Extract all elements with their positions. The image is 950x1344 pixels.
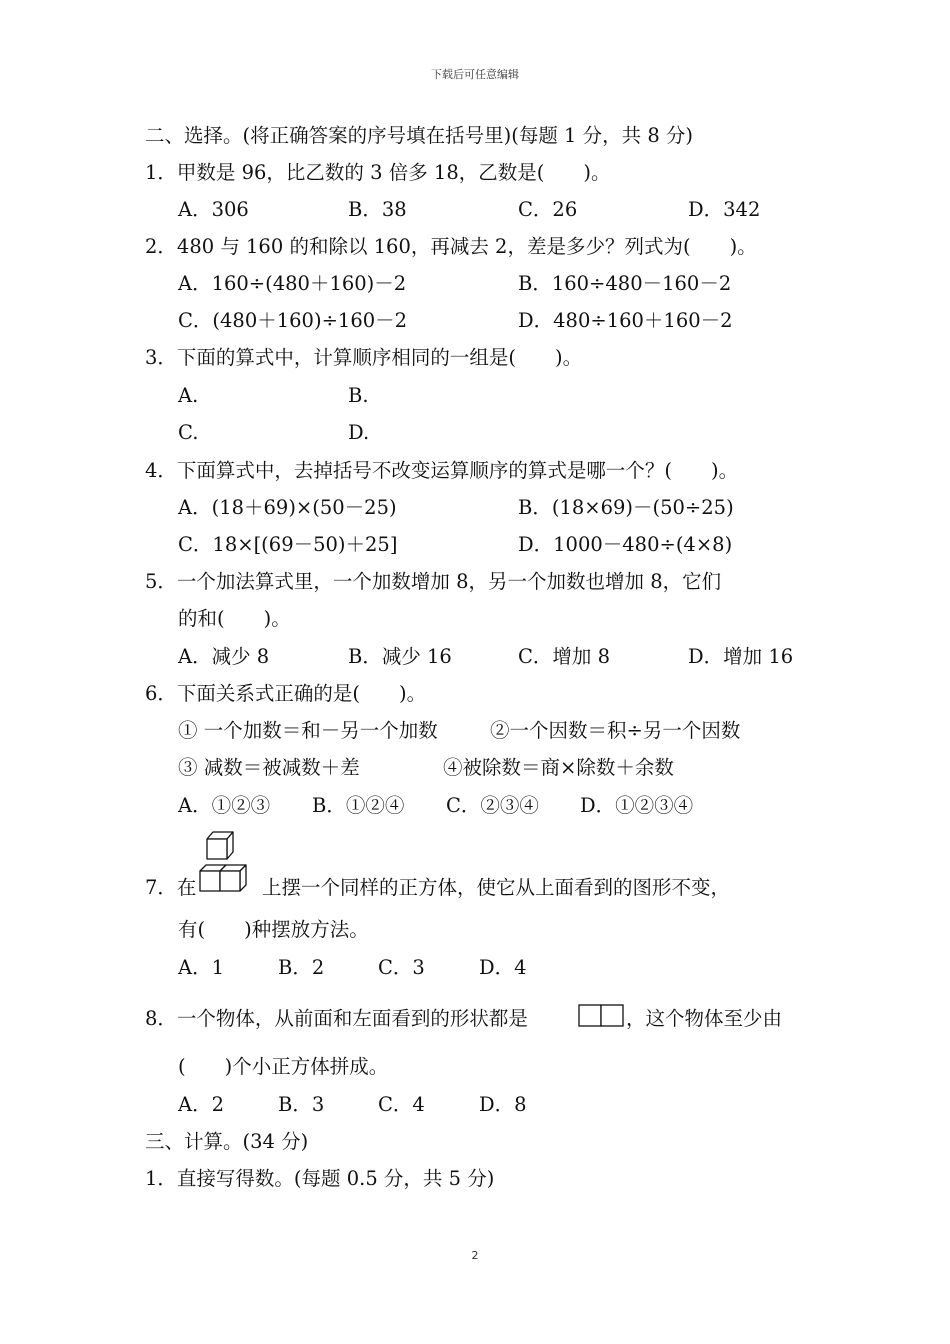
- q1-option-d: D．342: [688, 198, 761, 221]
- q4-option-d: D．1000－480÷(4×8): [518, 533, 733, 556]
- question-1-stem: 1．甲数是 96，比乙数的 3 倍多 18，乙数是( )。: [145, 161, 611, 184]
- q6-statement-3: ③ 减数＝被减数＋差: [178, 756, 360, 779]
- q4-option-c: C．18×[(69－50)＋25]: [178, 533, 398, 556]
- question-3-stem: 3．下面的算式中，计算顺序相同的一组是( )。: [145, 346, 583, 369]
- q6-option-a: A．①②③: [178, 794, 271, 817]
- section-2-heading: 二、选择。(将正确答案的序号填在括号里)(每题 1 分，共 8 分): [145, 124, 694, 147]
- section-3-question-1: 1．直接写得数。(每题 0.5 分，共 5 分): [145, 1167, 495, 1190]
- q6-option-c: C．②③④: [446, 794, 539, 817]
- q6-option-d: D．①②③④: [580, 794, 694, 817]
- q5-option-c: C．增加 8: [518, 645, 611, 668]
- q2-option-a: A．160÷(480＋160)－2: [178, 272, 407, 295]
- q2-option-d: D．480÷160＋160－2: [518, 309, 733, 332]
- question-7-prefix: 7．在: [145, 876, 197, 899]
- q5-option-b: B．减少 16: [348, 645, 452, 668]
- q6-statement-4: ④被除数＝商×除数＋余数: [443, 756, 674, 779]
- q7-option-b: B．2: [278, 956, 325, 979]
- page-header: 下载后可任意编辑: [431, 68, 519, 81]
- q6-statement-2: ②一个因数＝积÷另一个因数: [490, 719, 741, 742]
- question-8-suffix: ，这个物体至少由: [626, 1007, 783, 1030]
- q4-option-a: A．(18＋69)×(50－25): [178, 496, 397, 519]
- q2-option-c: C．(480＋160)÷160－2: [178, 309, 408, 332]
- page-number: 2: [471, 1249, 479, 1262]
- q3-option-d: D.: [348, 421, 370, 444]
- q8-option-d: D．8: [479, 1093, 527, 1116]
- q1-option-b: B．38: [348, 198, 407, 221]
- section-3-heading: 三、计算。(34 分): [145, 1130, 309, 1153]
- question-7-line-2: 有( )种摆放方法。: [178, 918, 369, 941]
- q3-option-c: C.: [178, 421, 199, 444]
- q6-option-b: B．①②④: [312, 794, 405, 817]
- question-2-stem: 2．480 与 160 的和除以 160，再减去 2，差是多少？列式为( )。: [145, 235, 757, 258]
- q7-option-c: C．3: [378, 956, 425, 979]
- q1-option-a: A．306: [178, 198, 249, 221]
- q7-option-a: A．1: [178, 956, 224, 979]
- q8-option-b: B．3: [278, 1093, 325, 1116]
- q7-option-d: D．4: [479, 956, 527, 979]
- question-5-stem-line-1: 5．一个加法算式里，一个加数增加 8，另一个加数也增加 8，它们: [145, 570, 722, 593]
- two-square-view-figure: [578, 1004, 626, 1028]
- question-4-stem: 4．下面算式中，去掉括号不改变运算顺序的算式是哪一个？( )。: [145, 459, 739, 482]
- question-6-stem: 6．下面关系式正确的是( )。: [145, 682, 427, 705]
- cube-stack-figure: [198, 830, 262, 894]
- q6-statement-1: ① 一个加数＝和－另一个加数: [178, 719, 438, 742]
- question-7-suffix: 上摆一个同样的正方体，使它从上面看到的图形不变，: [262, 876, 731, 899]
- q8-option-a: A．2: [178, 1093, 224, 1116]
- q2-option-b: B．160÷480－160－2: [518, 272, 732, 295]
- question-8-prefix: 8．一个物体，从前面和左面看到的形状都是: [145, 1007, 528, 1030]
- q4-option-b: B．(18×69)－(50÷25): [518, 496, 734, 519]
- q5-option-d: D．增加 16: [688, 645, 794, 668]
- q1-option-c: C．26: [518, 198, 578, 221]
- q5-option-a: A．减少 8: [178, 645, 270, 668]
- q8-option-c: C．4: [378, 1093, 425, 1116]
- q3-option-b: B.: [348, 384, 369, 407]
- question-5-stem-line-2: 的和( )。: [178, 607, 291, 630]
- question-8-line-2: ( )个小正方体拼成。: [178, 1055, 389, 1078]
- q3-option-a: A.: [178, 384, 199, 407]
